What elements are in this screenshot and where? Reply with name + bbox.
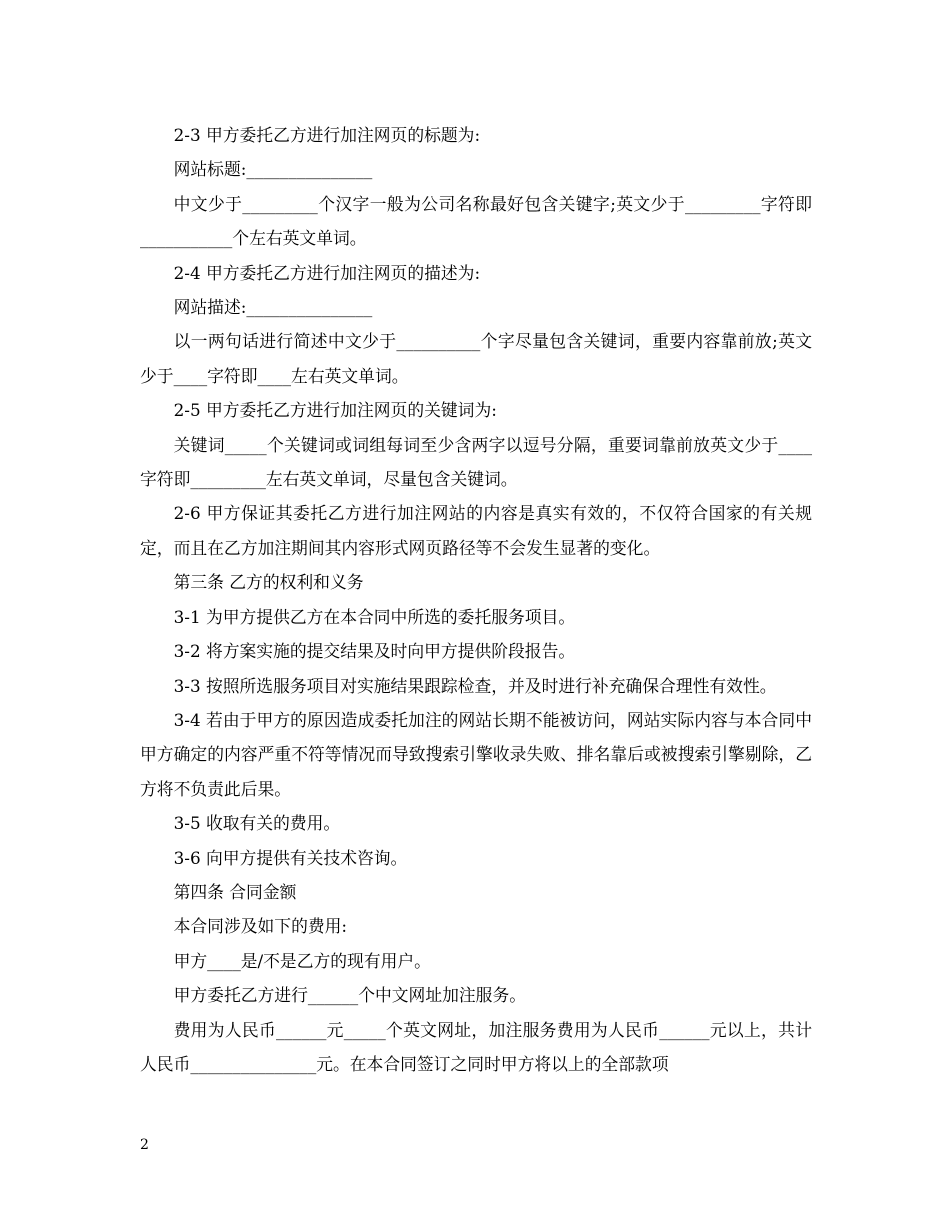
paragraph: 3-3 按照所选服务项目对实施结果跟踪检查，并及时进行补充确保合理性有效性。 [173, 675, 777, 696]
paragraph: 3-6 向甲方提供有关技术咨询。 [173, 847, 408, 868]
paragraph: 以一两句话进行简述中文少于__________个字尽量包含关键词，重要内容靠前放;英文少于____字符即____左右英文单词。 [140, 331, 812, 386]
section-heading: 第四条 合同金额 [173, 881, 297, 902]
paragraph: 网站标题:_______________ [173, 159, 373, 180]
paragraph: 网站描述:_______________ [173, 297, 373, 318]
paragraph: 本合同涉及如下的费用: [173, 916, 348, 937]
paragraph: 2-4 甲方委托乙方进行加注网页的描述为: [173, 262, 481, 283]
paragraph: 3-4 若由于甲方的原因造成委托加注的网站长期不能被访问，网站实际内容与本合同中甲方确定的内容严重不符等情况而导致搜索引擎收录失败、排名靠后或被搜索引擎剔除，乙方将不负责此后果。 [140, 709, 812, 799]
paragraph: 中文少于_________个汉字一般为公司名称最好包含关键字;英文少于_________字符即___________个左右英文单词。 [140, 193, 812, 249]
page-number: 2 [140, 1137, 149, 1153]
paragraph: 3-1 为甲方提供乙方在本合同中所选的委托服务项目。 [173, 606, 576, 627]
paragraph: 2-5 甲方委托乙方进行加注网页的关键词为: [173, 400, 497, 421]
paragraph: 3-5 收取有关的费用。 [173, 813, 341, 834]
paragraph: 2-6 甲方保证其委托乙方进行加注网站的内容是真实有效的，不仅符合国家的有关规定，而且在乙方加注期间其内容形式网页路径等不会发生显著的变化。 [140, 503, 812, 558]
paragraph: 关键词_____个关键词或词组每词至少含两字以逗号分隔，重要词靠前放英文少于____字符即_________左右英文单词，尽量包含关键词。 [140, 434, 812, 490]
paragraph: 甲方____是/不是乙方的现有用户。 [173, 950, 431, 971]
paragraph: 3-2 将方案实施的提交结果及时向甲方提供阶段报告。 [173, 641, 576, 662]
paragraph: 甲方委托乙方进行______个中文网址加注服务。 [173, 985, 527, 1006]
document-body [140, 118, 812, 1081]
section-heading: 第三条 乙方的权利和义务 [173, 572, 364, 593]
paragraph: 2-3 甲方委托乙方进行加注网页的标题为: [173, 125, 481, 145]
paragraph: 费用为人民币______元_____个英文网址，加注服务费用为人民币______元以上，共计人民币_______________元。在本合同签订之同时甲方将以上的全部款项 [140, 1019, 812, 1074]
